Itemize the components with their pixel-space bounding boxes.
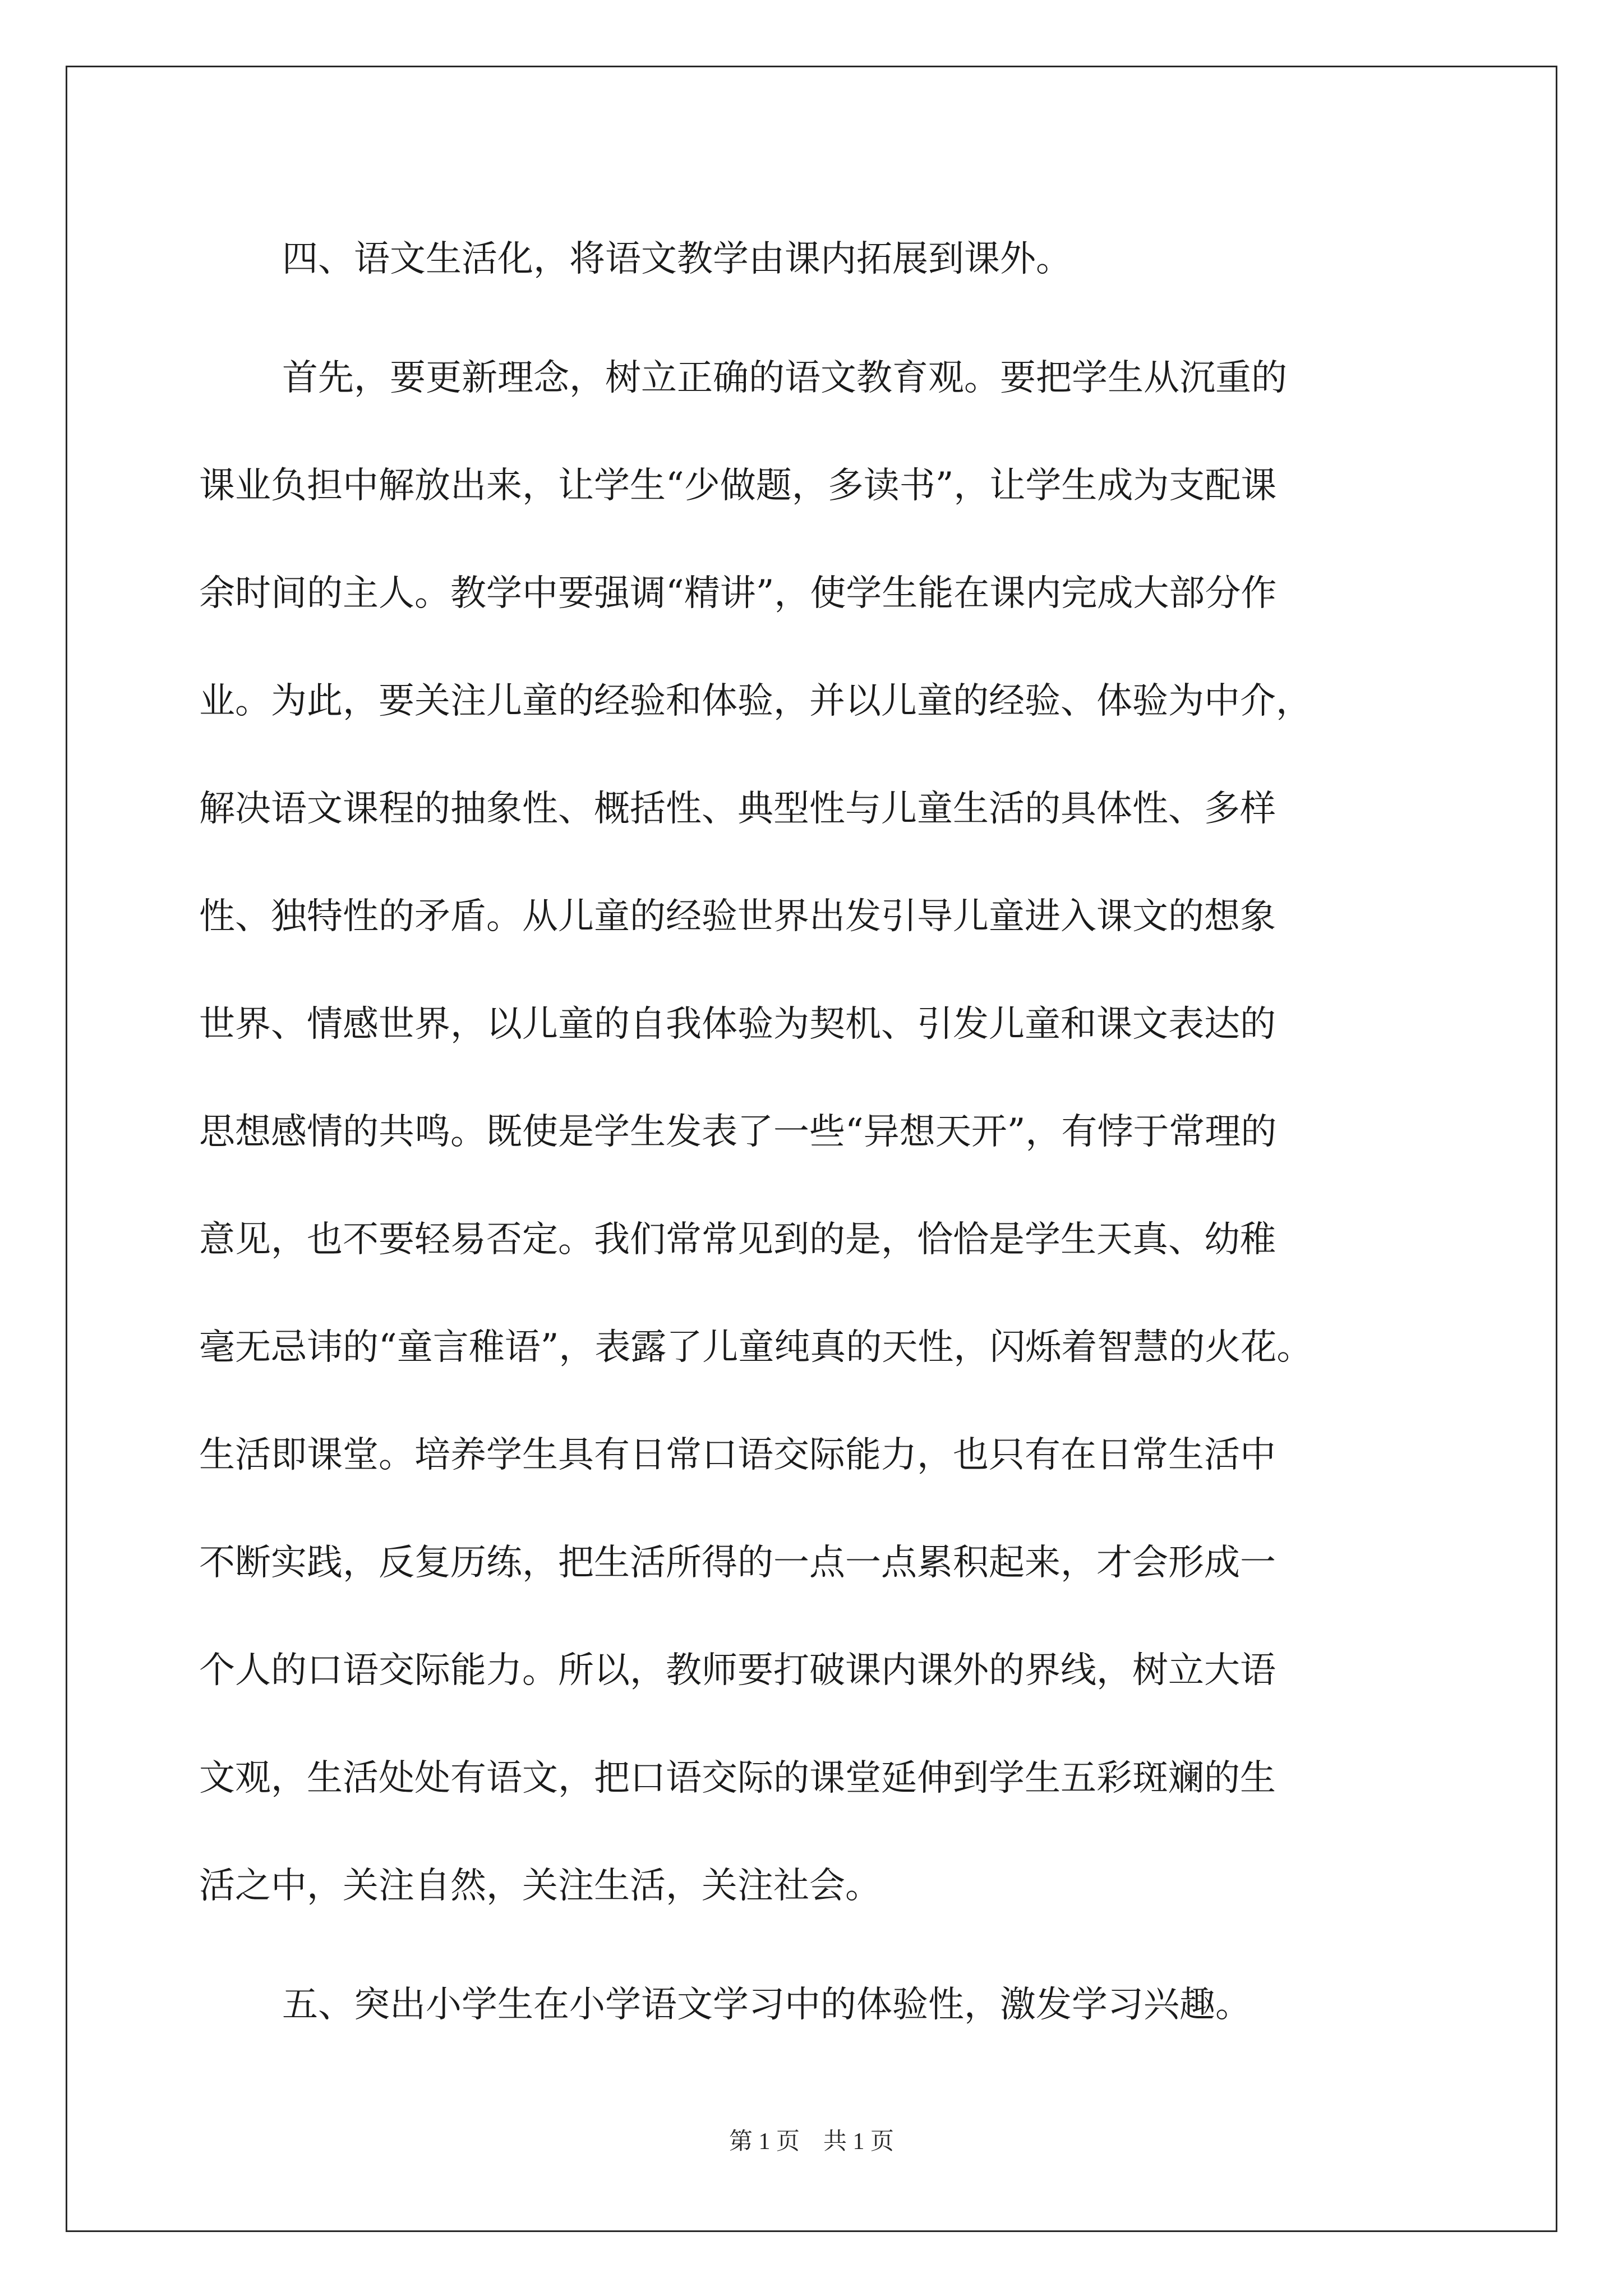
body-line: 性、独特性的矛盾。从儿童的经验世界出发引导儿童进入课文的想象: [199, 896, 1276, 937]
body-line: 生活即课堂。培养学生具有日常口语交际能力，也只有在日常生活中: [199, 1434, 1276, 1476]
body-line: 思想感情的共鸣。既使是学生发表了一些“异想天开”，有悖于常理的: [199, 1111, 1277, 1153]
body-line: 毫无忌讳的“童言稚语”，表露了儿童纯真的天性，闪烁着智慧的火花。: [199, 1327, 1313, 1368]
body-line: 余时间的主人。教学中要强调“精讲”，使学生能在课内完成大部分作: [199, 573, 1277, 614]
body-line: 活之中，关注自然，关注生活，关注社会。: [199, 1865, 881, 1907]
body-line: 首先，要更新理念，树立正确的语文教育观。要把学生从沉重的: [282, 357, 1287, 399]
paragraph-gap: [199, 313, 1444, 324]
body-line: 意见，也不要轻易否定。我们常常见到的是，恰恰是学生天真、幼稚: [199, 1219, 1276, 1260]
section-heading-four: 四、语文生活化，将语文教学由课内拓展到课外。: [282, 238, 1072, 280]
body-line: 文观，生活处处有语文，把口语交际的课堂延伸到学生五彩斑斓的生: [199, 1757, 1276, 1799]
paragraph-gap: [199, 1940, 1444, 1951]
body-line: 课业负担中解放出来，让学生“少做题，多读书”，让学生成为支配课: [199, 465, 1277, 507]
document-body: [199, 205, 1444, 2059]
body-line: 个人的口语交际能力。所以，教师要打破课内课外的界线，树立大语: [199, 1650, 1276, 1691]
body-line: 解决语文课程的抽象性、概括性、典型性与儿童生活的具体性、多样: [199, 788, 1276, 830]
body-line: 不断实践，反复历练，把生活所得的一点一点累积起来，才会形成一: [199, 1542, 1276, 1584]
body-line: 业。为此，要关注儿童的经验和体验，并以儿童的经验、体验为中介，: [199, 680, 1312, 722]
page-footer: 第 1 页 共 1 页: [728, 2129, 894, 2155]
body-line: 世界、情感世界，以儿童的自我体验为契机、引发儿童和课文表达的: [199, 1004, 1276, 1045]
section-heading-five: 五、突出小学生在小学语文学习中的体验性，激发学习兴趣。: [282, 1984, 1251, 2026]
